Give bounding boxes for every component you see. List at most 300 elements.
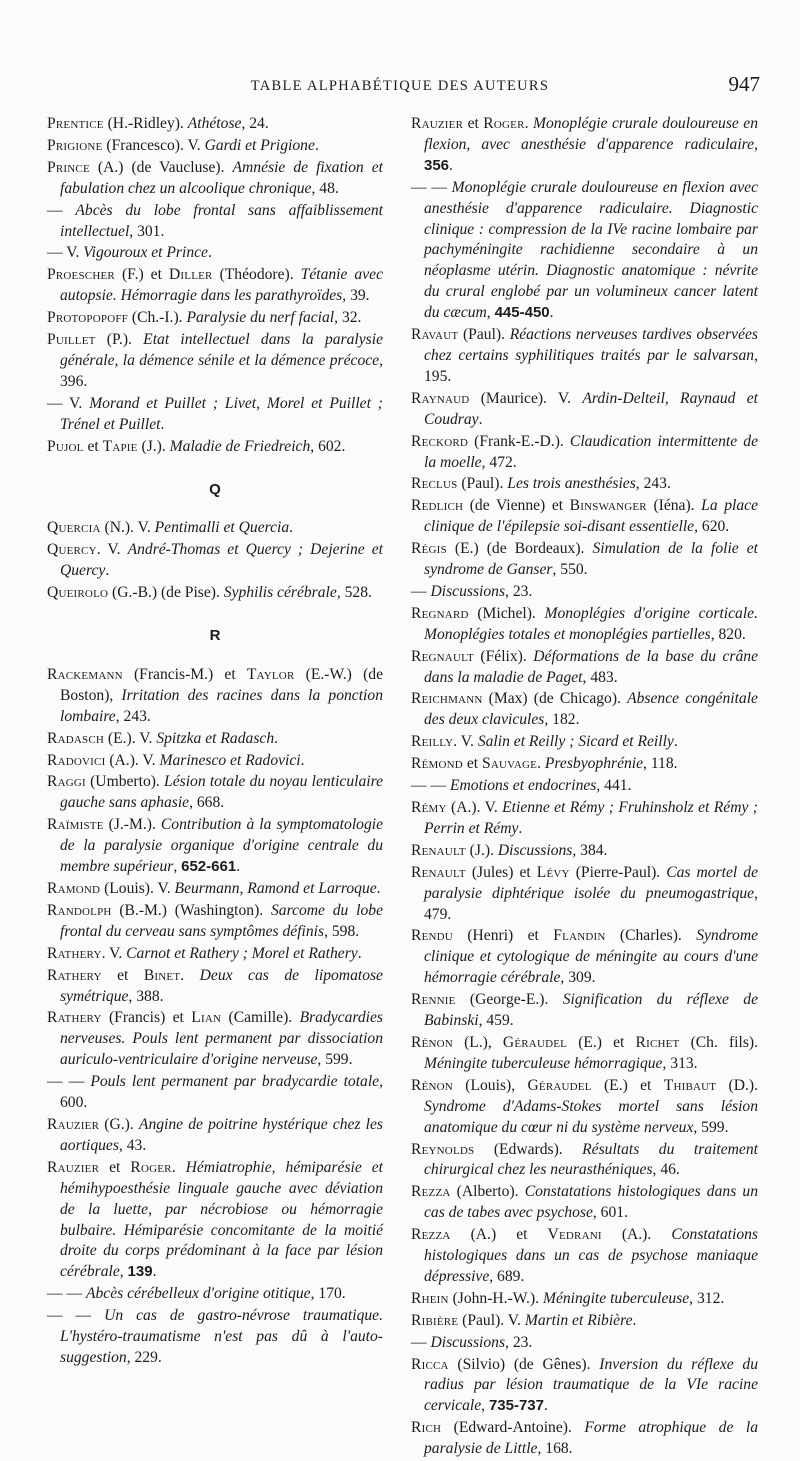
coauthor-name: Diller: [168, 266, 213, 284]
author-name: Proescher: [47, 266, 115, 284]
entry-text: (E.) et: [567, 1033, 636, 1051]
author-name: Raggi: [47, 773, 86, 791]
entry-title: Inversion du réflexe du radius par lésion traumatique de la VIe racine cervicale: [424, 1355, 759, 1415]
entry-title: Pouls lent permanent par bradycardie totale: [90, 1073, 380, 1091]
entry-text: (Michel).: [468, 604, 545, 622]
author-name: Rémond: [411, 755, 463, 773]
index-entry: [47, 1158, 383, 1283]
index-entry: [411, 389, 758, 431]
entry-page: , 48.: [311, 179, 339, 197]
index-entry: [411, 1140, 758, 1182]
index-entry: [47, 1115, 383, 1157]
entry-title: Lésion totale du noyau lenticulaire gauche sans aphasie: [60, 773, 383, 812]
entry-text: —: [411, 582, 431, 600]
left-column: [47, 114, 383, 1370]
author-name: Randolph: [47, 901, 112, 919]
entry-title: Presbyophrénie: [544, 755, 644, 773]
entry-text: — V.: [47, 394, 90, 412]
entry-page: ,: [119, 1263, 128, 1281]
entry-page: .: [274, 729, 279, 747]
author-name: Rémy: [411, 799, 447, 816]
entry-text: (A.) (de Vaucluse).: [89, 158, 233, 176]
entry-page: .: [478, 410, 483, 428]
entry-page: , 602.: [310, 437, 346, 455]
entry-title: Absence congénitale des deux clavicules: [424, 690, 758, 729]
entry-page: , 599.: [317, 1051, 353, 1069]
entry-title: Morand et Puillet ; Livet, Morel et Puillet ; Trénel et Puillet: [60, 394, 383, 433]
author-name: Rich: [411, 1419, 442, 1437]
entry-title: Monoplégie crurale douloureuse en flexion, avec anesthésie d'apparence radiculaire: [424, 115, 758, 153]
index-entry: [411, 496, 758, 538]
entry-end: .: [449, 156, 453, 174]
entry-text: (Max) (de Chicago).: [482, 690, 628, 708]
entry-page: .: [632, 1311, 637, 1329]
index-entry: [411, 732, 758, 753]
index-entry: [47, 308, 383, 329]
entry-page: .: [289, 519, 294, 537]
index-entry: [411, 754, 758, 775]
entry-text: —: [411, 1333, 431, 1351]
entry-text: (A.) et: [450, 1226, 548, 1244]
author-name: Protopopoff: [47, 309, 128, 327]
entry-text: (E.-W.) (de Boston),: [60, 665, 383, 704]
author-name: Rauzier: [47, 1158, 100, 1176]
entry-page: , 472.: [481, 453, 517, 471]
entry-text: (Henri) et: [452, 927, 554, 945]
entry-title: Paralysie du nerf facial: [186, 309, 335, 327]
entry-page: , 483.: [582, 668, 618, 686]
entry-text: (E.) et: [591, 1076, 664, 1094]
right-column: [411, 114, 758, 1461]
entry-title: Maladie de Friedreich: [169, 437, 311, 455]
entry-text: (E.). V.: [104, 729, 157, 747]
author-name: Quercia: [47, 519, 101, 537]
entry-text: (Francis) et: [101, 1009, 192, 1027]
entry-page: , 479.: [424, 884, 758, 923]
entry-title: Abcès cérébelleux d'origine otitique: [85, 1285, 311, 1303]
coauthor-name: Roger: [483, 115, 525, 132]
index-entry: [47, 879, 383, 900]
index-entry: [47, 966, 383, 1008]
author-name: Rackemann: [47, 665, 123, 683]
author-name: Ribière: [411, 1311, 459, 1329]
coauthor-name: Vedrani: [547, 1226, 602, 1244]
entry-text: (de Vienne) et: [463, 497, 570, 515]
entry-text: (Paul).: [457, 475, 508, 493]
author-name: Renault: [411, 841, 466, 859]
entry-title: Méningite tuberculeuse: [542, 1289, 690, 1307]
index-entry: [411, 178, 758, 324]
entry-text: (A.). V.: [446, 799, 503, 816]
entry-title: Tétanie avec autopsie. Hémorragie dans les parathyroïdes: [60, 266, 383, 305]
coauthor-name: Richet: [635, 1033, 680, 1051]
entry-title: Cas mortel de paralysie diphtérique isolée du pneumogastrique: [424, 863, 759, 902]
entry-text: . V.: [96, 541, 128, 559]
author-name: Ramond: [47, 880, 101, 897]
author-name: Quercy: [47, 541, 97, 559]
entry-text: — —: [47, 1307, 105, 1325]
author-name: Ravaut: [411, 326, 459, 344]
entry-text: (John-H.-W.).: [448, 1289, 543, 1307]
index-entry: [47, 540, 383, 582]
author-name: Prince: [47, 158, 90, 176]
entry-title: Signification du réflexe de Babinski: [424, 991, 758, 1030]
entry-text: (F.) et: [114, 266, 169, 284]
index-entry: [411, 798, 758, 840]
entry-page: , 195.: [424, 346, 758, 385]
entry-text: (Silvio) (de Gênes).: [448, 1355, 600, 1373]
author-name: Rauzier: [411, 115, 464, 132]
entry-page: .: [357, 944, 362, 962]
entry-text: (Paul). V.: [458, 1311, 525, 1329]
entry-title: Résultats du traitement chirurgical chez les neurasthéniques: [424, 1140, 758, 1179]
index-entry: [47, 1284, 383, 1305]
author-name: Rezza: [411, 1226, 451, 1244]
entry-title: Discussions: [430, 582, 506, 600]
entry-text: (Francesco). V.: [102, 136, 205, 154]
entry-text: (Francis-M.) et: [122, 665, 247, 683]
entry-title: Gardi et Prigione: [204, 136, 315, 154]
entry-end: .: [236, 858, 241, 876]
entry-title: Marinesco et Radovici: [159, 751, 301, 769]
index-entry: [411, 1033, 758, 1075]
entry-text: (Umberto).: [85, 773, 165, 791]
index-entry: [411, 926, 758, 989]
entry-text: — —: [411, 777, 450, 795]
entry-title: Méningite tuberculeuse hémorragique: [424, 1054, 663, 1072]
entry-text: (D.).: [716, 1076, 759, 1094]
index-entry: [411, 990, 758, 1032]
author-name: Puillet: [47, 331, 96, 349]
entry-page: , 43.: [118, 1136, 147, 1154]
index-entry: [411, 114, 758, 177]
entry-page: .: [673, 733, 678, 751]
entry-page: , 668.: [189, 794, 225, 812]
entry-title: Vigouroux et Prince: [83, 244, 208, 262]
entry-title: Discussions: [430, 1333, 506, 1351]
coauthor-name: Taylor: [246, 665, 295, 683]
entry-page: , 600.: [60, 1073, 383, 1112]
index-entry: [47, 330, 383, 393]
entry-text: (Ch. fils).: [679, 1033, 758, 1051]
coauthor-name: Binet: [143, 966, 181, 984]
index-entry: [47, 136, 383, 157]
entry-page: , 689.: [489, 1267, 525, 1285]
entry-page: , 23.: [505, 1333, 533, 1351]
coauthor-name: Géraudel: [527, 1076, 592, 1094]
index-entry: [47, 243, 383, 264]
entry-text: (E.) (de Bordeaux).: [446, 540, 593, 558]
index-entry: [411, 325, 758, 388]
entry-text: . V.: [101, 944, 127, 962]
index-entry: [47, 394, 383, 436]
entry-text: (N.). V.: [100, 519, 155, 537]
entry-title: Emotions et endocrines: [449, 777, 597, 795]
author-name: Raynaud: [411, 389, 470, 407]
page-number: 947: [728, 72, 760, 96]
index-entry: [47, 518, 383, 539]
entry-title: Claudication intermittente de la moelle: [424, 432, 758, 471]
entry-page: , 441.: [596, 777, 632, 795]
author-name: Raïmiste: [47, 816, 104, 834]
index-entry: [47, 158, 383, 200]
entry-text: — —: [411, 178, 452, 196]
author-name: Redlich: [411, 497, 464, 515]
index-entry: [47, 114, 383, 135]
running-title: TABLE ALPHABÉTIQUE DES AUTEURS: [250, 78, 550, 94]
author-name: Regnault: [411, 647, 474, 665]
entry-text: (Edwards).: [474, 1140, 583, 1158]
entry-title: Abcès du lobe frontal sans affaiblissement intellectuel: [60, 201, 383, 240]
entry-text: (Louis). V.: [100, 880, 175, 897]
entry-page-bold: 139: [127, 1263, 153, 1281]
index-entry: [47, 1306, 383, 1369]
page-header: [40, 72, 760, 100]
author-name: Ricca: [411, 1355, 449, 1373]
entry-end: .: [544, 1397, 548, 1415]
entry-title: Salin et Reilly ; Sicard et Reilly: [477, 733, 674, 751]
entry-title: Réactions nerveuses tardives observées chez certains syphilitiques traités par le salvarsan: [424, 326, 758, 364]
coauthor-name: Roger: [130, 1158, 172, 1176]
entry-text: (J.-M.).: [103, 816, 161, 834]
entry-title: Syndrome clinique et cytologique de méningite au cours d'une hémorragie cérébrale: [424, 927, 758, 987]
author-name: Renault: [411, 863, 466, 881]
index-entry: [47, 751, 383, 772]
entry-text: (Félix).: [473, 647, 534, 665]
author-name: Reichmann: [411, 690, 483, 708]
entry-title: Ardin-Delteil, Raynaud et Coudray: [424, 389, 758, 428]
coauthor-name: Lévy: [536, 863, 570, 881]
entry-page: , 528.: [336, 584, 372, 602]
entry-page-bold: 356: [424, 156, 450, 174]
coauthor-name: Binswanger: [569, 497, 647, 515]
index-entry: [47, 201, 383, 243]
index-entry: [47, 944, 383, 965]
entry-title: Les trois anesthésies: [507, 475, 636, 493]
index-entry: [411, 604, 758, 646]
index-entry: [411, 432, 758, 474]
entry-text: (Charles).: [605, 927, 697, 945]
entry-title: Beurmann, Ramond et Larroque: [174, 880, 377, 897]
index-entry: [411, 1076, 758, 1139]
entry-page: , 301.: [129, 222, 165, 240]
entry-page: ,: [481, 1397, 489, 1415]
entry-page-bold: 735-737: [488, 1397, 544, 1415]
entry-title: Syphilis cérébrale: [223, 584, 337, 602]
entry-page: , 32.: [334, 309, 362, 327]
entry-text: (P.).: [95, 331, 144, 349]
author-name: Rénon: [411, 1033, 453, 1051]
entry-title: Simulation de la folie et syndrome de Ganser: [424, 540, 758, 579]
entry-page: , 601.: [592, 1204, 628, 1222]
index-entry: [411, 647, 758, 689]
index-entry: [411, 474, 758, 495]
entry-page: , 170.: [310, 1285, 346, 1303]
entry-page: ,: [754, 135, 758, 153]
entry-title: Contribution à la symptomatologie de la paralysie organique d'origine centrale du membre supérieur: [60, 816, 383, 876]
index-entry: [47, 437, 383, 458]
index-entry: [411, 1225, 758, 1288]
entry-page: , 309.: [560, 969, 596, 987]
entry-title: Martin et Ribière: [524, 1311, 633, 1329]
entry-title: Monoplégie crurale douloureuse en flexion avec anesthésie d'apparence radiculaire. Diagnostic clinique : compression de la IVe racine lombaire par pachyméningite rachidienne secondaire à un néoplasme utérin. Diagnostic anatomique : névrite du crural englobé par un volumineux cancer latent du cæcum: [424, 178, 758, 322]
entry-text: (L.),: [452, 1033, 503, 1051]
entry-text: .: [180, 966, 200, 984]
author-name: Reilly: [411, 733, 454, 751]
entry-page: , 118.: [643, 755, 678, 773]
index-entry: [411, 776, 758, 797]
entry-page: .: [207, 244, 212, 262]
author-name: Rathery: [47, 1009, 102, 1027]
entry-title: Bradycardies nerveuses. Pouls lent permanent par dissociation auriculo-ventriculaire d'origine nerveuse: [60, 1009, 383, 1069]
entry-text: (Edward-Antoine).: [441, 1419, 585, 1437]
author-name: Pujol: [47, 437, 84, 455]
entry-text: (Camille).: [221, 1009, 300, 1027]
entry-page: , 313.: [662, 1054, 698, 1072]
entry-text: (J.).: [465, 841, 498, 859]
index-entry: [411, 1182, 758, 1224]
entry-text: (G.-B.) (de Pise).: [108, 584, 224, 602]
entry-page: , 459.: [478, 1012, 514, 1030]
entry-page: .: [300, 751, 305, 769]
entry-page: , 312.: [689, 1289, 725, 1307]
entry-page-bold: 445-450: [494, 304, 550, 322]
entry-text: —: [47, 201, 76, 219]
index-entry: [47, 265, 383, 307]
entry-text: .: [524, 115, 534, 132]
entry-page: .: [105, 562, 110, 580]
entry-text: . V.: [453, 733, 478, 751]
coauthor-name: Thibaut: [663, 1076, 717, 1094]
entry-title: Amnésie de fixation et fabulation chez un alcoolique chronique: [60, 158, 383, 197]
entry-text: et: [99, 1158, 131, 1176]
entry-page: .: [518, 819, 523, 837]
entry-text: (B.-M.) (Washington).: [111, 901, 271, 919]
index-entry: [411, 863, 758, 926]
entry-text: (Louis),: [452, 1076, 528, 1094]
entry-text: — —: [47, 1285, 86, 1303]
index-entry: [411, 1418, 758, 1460]
coauthor-name: Sauvage: [482, 755, 538, 773]
entry-page: .: [376, 880, 381, 897]
author-name: Rennie: [411, 991, 456, 1009]
entry-page: .: [160, 415, 165, 433]
entry-page: , 23.: [505, 582, 533, 600]
entry-page-bold: 652-661: [181, 858, 237, 876]
author-name: Radasch: [47, 729, 105, 747]
entry-page: , 24.: [241, 115, 269, 132]
coauthor-name: Lian: [191, 1009, 222, 1027]
author-name: Radovici: [47, 751, 106, 769]
entry-page: , 243.: [635, 475, 671, 493]
entry-title: Spitzka et Radasch: [156, 729, 275, 747]
entry-text: (Jules) et: [465, 863, 537, 881]
entry-text: (Alberto).: [450, 1183, 525, 1201]
entry-page: ,: [486, 304, 495, 322]
entry-title: Un cas de gastro-névrose traumatique. L'hystéro-traumatisme n'est pas dû à l'auto-suggestion: [60, 1307, 383, 1366]
entry-text: (G.).: [99, 1115, 139, 1133]
entry-page: .: [314, 136, 319, 154]
entry-page: , 396.: [60, 351, 383, 390]
author-name: Rendu: [411, 927, 453, 945]
entry-text: et: [101, 966, 144, 984]
author-name: Rhein: [411, 1289, 449, 1307]
author-name: Reynolds: [411, 1140, 475, 1158]
entry-text: (J.).: [137, 437, 170, 455]
entry-text: (Théodore).: [212, 266, 301, 284]
index-entry: [47, 583, 383, 604]
author-name: Regnard: [411, 604, 469, 622]
index-entry: [411, 1289, 758, 1310]
index-entry: [47, 665, 383, 728]
index-entry: [47, 729, 383, 750]
entry-end: .: [549, 304, 554, 322]
author-name: Rathery: [47, 944, 102, 962]
entry-text: (Ch.-I.).: [127, 309, 187, 327]
entry-page: , 168.: [537, 1440, 573, 1458]
index-entry: [411, 582, 758, 603]
entry-title: Angine de poitrine hystérique chez les aortiques: [60, 1115, 383, 1154]
entry-text: (A.).: [601, 1226, 672, 1244]
entry-page: , 388.: [128, 987, 164, 1005]
entry-title: Hémiatrophie, hémiparésie et hémihypoesthésie linguale gauche avec déviation de la luette, par nécrobiose ou hémorragie bulbaire. Hémiparésie concomitante de la moitié droite du corps prédominant à la face par lésion cérébrale: [60, 1158, 383, 1281]
entry-title: Sarcome du lobe frontal du cerveau sans symptômes définis: [60, 901, 383, 940]
entry-title: La place clinique de l'épilepsie soi-disant essentielle: [424, 497, 759, 536]
entry-title: André-Thomas et Quercy ; Dejerine et Quercy: [60, 541, 383, 580]
author-name: Rathery: [47, 966, 102, 984]
entry-title: Pentimalli et Quercia: [154, 519, 290, 537]
coauthor-name: Flandin: [553, 927, 606, 945]
index-entry: [411, 1311, 758, 1332]
entry-text: (George-E.).: [455, 991, 563, 1009]
entry-page: , 243.: [115, 707, 151, 725]
author-name: Rezza: [411, 1183, 451, 1201]
author-name: Queirolo: [47, 584, 109, 602]
index-entry: [411, 1333, 758, 1354]
entry-page: , 384.: [572, 841, 608, 859]
index-entry: [411, 1355, 758, 1418]
author-name: Reckord: [411, 432, 469, 450]
coauthor-name: Géraudel: [502, 1033, 568, 1051]
index-entry: [47, 1008, 383, 1071]
section-letter-r: R: [209, 627, 221, 645]
index-entry: [411, 841, 758, 862]
index-entry: [411, 689, 758, 731]
coauthor-name: Tapie: [102, 437, 138, 455]
entry-page: ,: [173, 858, 182, 876]
entry-title: Constatations histologiques dans un cas de tabes avec psychose: [424, 1183, 758, 1222]
entry-title: Etat intellectuel dans la paralysie générale, la démence sénile et la démence précoce: [60, 331, 383, 369]
entry-page: , 598.: [324, 922, 360, 940]
author-name: Prentice: [47, 115, 104, 132]
index-entry: [47, 815, 383, 878]
entry-title: Irritation des racines dans la ponction lombaire: [60, 686, 383, 725]
author-name: Rénon: [411, 1076, 453, 1094]
entry-text: et: [462, 755, 482, 773]
entry-title: Etienne et Rémy ; Fruhinsholz et Rémy ; Perrin et Rémy: [424, 799, 758, 837]
index-entry: [47, 901, 383, 943]
entry-title: Syndrome d'Adams-Stokes mortel sans lésion anatomique du cœur ni du système nerveux: [424, 1097, 758, 1136]
section-letter-q: Q: [209, 480, 221, 498]
entry-title: Athétose: [187, 115, 242, 132]
entry-title: Monoplégies d'origine corticale. Monoplégies totales et monoplégies partielles: [424, 604, 758, 643]
entry-title: Déformations de la base du crâne dans la maladie de Paget: [424, 647, 758, 686]
entry-end: .: [152, 1263, 157, 1281]
entry-page: , 599.: [693, 1118, 729, 1136]
entry-text: (Maurice). V.: [469, 389, 583, 407]
author-name: Prigione: [47, 136, 103, 154]
entry-text: (Frank-E.-D.).: [468, 432, 570, 450]
